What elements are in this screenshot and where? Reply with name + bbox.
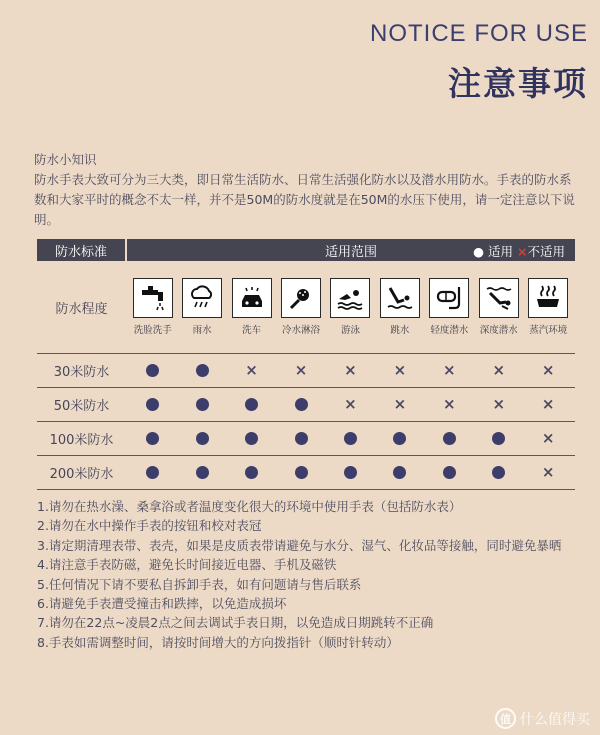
applicable-dot-icon	[326, 432, 374, 445]
notes-list	[37, 497, 582, 652]
row-marks	[126, 354, 575, 388]
not-applicable-x-icon	[524, 429, 572, 447]
icon-cells	[126, 261, 575, 354]
dot-icon	[295, 398, 308, 411]
applicable-dot-icon	[277, 466, 325, 479]
legend-x-icon: ×	[517, 244, 528, 259]
row-label: 200米防水	[37, 456, 126, 490]
dot-icon	[245, 432, 258, 445]
x-icon: ×	[393, 395, 407, 413]
deep-dive-icon	[479, 278, 519, 318]
col-header-standard: 防水标准	[37, 239, 126, 261]
applicable-dot-icon	[376, 432, 424, 445]
table-row	[37, 456, 575, 490]
icon-label: 轻度潜水	[430, 325, 469, 336]
waterproof-table	[37, 239, 575, 490]
note-item: 6.请避免手表遭受撞击和跌摔，以免造成损坏	[37, 596, 287, 612]
icon-cell	[277, 278, 325, 336]
x-icon: ×	[541, 361, 555, 379]
intro-heading: 防水小知识	[34, 152, 97, 167]
x-icon: ×	[294, 361, 308, 379]
icon-label: 冷水淋浴	[282, 325, 321, 336]
table-row	[37, 354, 575, 388]
icon-cell	[178, 278, 226, 336]
legend-dot-icon: ●	[473, 244, 485, 259]
not-applicable-x-icon	[524, 463, 572, 481]
intro-body: 防水手表大致可分为三大类，即日常生活防水、日常生活强化防水以及潜水用防水。手表的防水系数和大家平时的概念不太一样，并不是50M的防水度就是在50M的水压下使用，请一定注意以下说明。	[34, 172, 575, 227]
row-header-degree: 防水程度	[37, 261, 126, 354]
not-applicable-x-icon	[326, 395, 374, 413]
note-item: 4.请注意手表防磁，避免长时间接近电器、手机及磁铁	[37, 557, 337, 573]
not-applicable-x-icon	[475, 395, 523, 413]
header-title-en: NOTICE FOR USE	[369, 20, 588, 47]
col-header-range-label: 适用范围	[324, 244, 377, 260]
applicable-dot-icon	[475, 432, 523, 445]
watermark-text: 什么值得买	[520, 711, 590, 728]
not-applicable-x-icon	[475, 361, 523, 379]
icon-label: 蒸汽环境	[529, 325, 568, 336]
not-applicable-x-icon	[228, 361, 276, 379]
row-marks	[126, 422, 575, 456]
col-header-range	[126, 239, 575, 261]
note-item: 7.请勿在22点~凌晨2点之间去调试手表日期，以免造成日期跳转不正确	[37, 615, 434, 631]
not-applicable-x-icon	[277, 361, 325, 379]
rain-icon	[182, 278, 222, 318]
dot-icon	[492, 466, 505, 479]
icon-label: 洗脸洗手	[133, 325, 172, 336]
dot-icon	[146, 432, 159, 445]
legend-applicable: 适用	[488, 244, 514, 259]
applicable-dot-icon	[178, 364, 226, 377]
watermark	[495, 708, 590, 729]
x-icon: ×	[443, 395, 456, 413]
note-item: 3.请定期清理表带、表壳，如果是皮质表带请避免与水分、湿气、化妆品等接触，同时避免暴晒	[37, 537, 562, 553]
not-applicable-x-icon	[425, 395, 473, 413]
steam-icon	[528, 278, 568, 318]
dot-icon	[245, 398, 258, 411]
dot-icon	[295, 466, 308, 479]
x-icon: ×	[344, 395, 357, 413]
dot-icon	[245, 466, 258, 479]
not-applicable-x-icon	[326, 361, 374, 379]
dot-icon	[344, 466, 357, 479]
not-applicable-x-icon	[425, 361, 473, 379]
icon-cell	[524, 278, 572, 336]
x-icon: ×	[492, 395, 506, 413]
row-marks	[126, 388, 575, 422]
applicable-dot-icon	[228, 398, 276, 411]
x-icon: ×	[492, 361, 506, 379]
legend-not-applicable: 不适用	[527, 244, 565, 259]
x-icon: ×	[443, 361, 456, 379]
faucet-icon	[133, 278, 173, 318]
swim-icon	[330, 278, 370, 318]
not-applicable-x-icon	[376, 361, 424, 379]
note-item: 1.请勿在热水澡、桑拿浴或者温度变化很大的环境中使用手表（包括防水表）	[37, 499, 462, 514]
applicable-dot-icon	[129, 432, 177, 445]
legend	[473, 242, 565, 260]
table-row	[37, 422, 575, 456]
applicable-dot-icon	[178, 432, 226, 445]
dot-icon	[344, 432, 357, 445]
dot-icon	[146, 364, 159, 377]
dot-icon	[146, 398, 159, 411]
icon-cell	[129, 278, 177, 336]
applicable-dot-icon	[129, 364, 177, 377]
x-icon: ×	[541, 395, 555, 413]
applicable-dot-icon	[425, 466, 473, 479]
jump-icon	[380, 278, 420, 318]
dot-icon	[492, 432, 505, 445]
dot-icon	[393, 466, 406, 479]
applicable-dot-icon	[178, 466, 226, 479]
applicable-dot-icon	[129, 466, 177, 479]
row-marks	[126, 456, 575, 490]
applicable-dot-icon	[376, 466, 424, 479]
icon-cell	[425, 278, 473, 336]
icon-label: 洗车	[242, 325, 262, 336]
icon-cell	[376, 278, 424, 336]
x-icon: ×	[393, 361, 407, 379]
table-row	[37, 388, 575, 422]
icon-row	[37, 261, 575, 354]
applicable-dot-icon	[129, 398, 177, 411]
dot-icon	[196, 466, 209, 479]
not-applicable-x-icon	[524, 361, 572, 379]
dot-icon	[196, 364, 209, 377]
applicable-dot-icon	[228, 466, 276, 479]
dot-icon	[295, 432, 308, 445]
dot-icon	[443, 432, 456, 445]
applicable-dot-icon	[178, 398, 226, 411]
snorkel-icon	[429, 278, 469, 318]
x-icon: ×	[541, 429, 555, 447]
dot-icon	[443, 466, 456, 479]
applicable-dot-icon	[277, 432, 325, 445]
applicable-dot-icon	[228, 432, 276, 445]
icon-cell	[326, 278, 374, 336]
dot-icon	[196, 432, 209, 445]
icon-label: 雨水	[192, 325, 212, 336]
icon-label: 跳水	[390, 325, 410, 336]
x-icon: ×	[344, 361, 357, 379]
applicable-dot-icon	[425, 432, 473, 445]
row-label: 30米防水	[37, 354, 126, 388]
icon-cell	[228, 278, 276, 336]
icon-label: 深度潜水	[479, 325, 518, 336]
x-icon: ×	[541, 463, 555, 481]
icon-cell	[475, 278, 523, 336]
dot-icon	[393, 432, 406, 445]
icon-label: 游泳	[340, 325, 360, 336]
watermark-logo-icon: 值	[495, 708, 516, 729]
header-title-zh: 注意事项	[448, 64, 588, 103]
shower-icon	[281, 278, 321, 318]
row-label: 100米防水	[37, 422, 126, 456]
applicable-dot-icon	[277, 398, 325, 411]
note-item: 2.请勿在水中操作手表的按钮和校对表冠	[37, 518, 262, 534]
note-item: 8.手表如需调整时间，请按时间增大的方向拨指针（顺时针转动）	[37, 634, 399, 650]
applicable-dot-icon	[326, 466, 374, 479]
row-label: 50米防水	[37, 388, 126, 422]
applicable-dot-icon	[475, 466, 523, 479]
dot-icon	[196, 398, 209, 411]
not-applicable-x-icon	[376, 395, 424, 413]
note-item: 5.任何情况下请不要私自拆卸手表，如有问题请与售后联系	[37, 576, 362, 592]
intro-section	[34, 150, 579, 230]
car-wash-icon	[232, 278, 272, 318]
dot-icon	[146, 466, 159, 479]
not-applicable-x-icon	[524, 395, 572, 413]
x-icon: ×	[245, 361, 258, 379]
